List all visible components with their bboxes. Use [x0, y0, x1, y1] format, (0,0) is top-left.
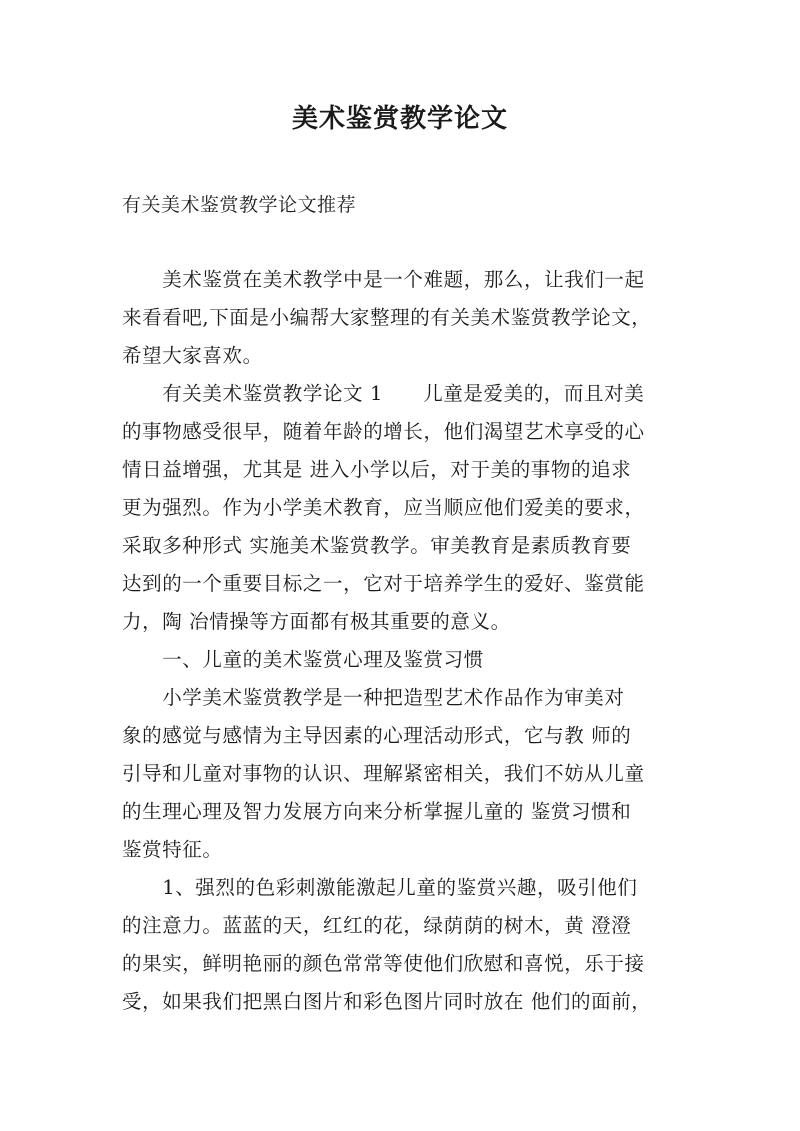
body-line: 1、强烈的色彩刺激能激起儿童的鉴赏兴趣，吸引他们 — [122, 876, 638, 899]
body-line: 鉴赏特征。 — [122, 838, 223, 861]
body-line: 美术鉴赏在美术教学中是一个难题，那么，让我们一起 — [122, 268, 645, 291]
body-line: 采取多种形式 实施美术鉴赏教学。审美教育是素质教育要 — [122, 534, 632, 557]
body-line: 的事物感受很早，随着年龄的增长，他们渴望艺术享受的心 — [122, 420, 645, 443]
body-line: 更为强烈。作为小学美术教育，应当顺应他们爱美的要求， — [122, 496, 645, 519]
document-subtitle: 有关美术鉴赏教学论文推荐 — [122, 194, 357, 216]
body-line: 的果实，鲜明艳丽的颜色常常等使他们欣慰和喜悦，乐于接 — [122, 952, 645, 975]
body-line: 来看看吧,下面是小编帮大家整理的有关美术鉴赏教学论文， — [122, 306, 652, 329]
body-line: 受，如果我们把黑白图片和彩色图片同时放在 他们的面前， — [122, 990, 652, 1013]
body-line: 力，陶 冶情操等方面都有极其重要的意义。 — [122, 610, 511, 633]
body-line: 小学美术鉴赏教学是一种把造型艺术作品作为审美对 — [122, 686, 625, 709]
document-title: 美术鉴赏教学论文 — [291, 104, 508, 134]
body-line: 的注意力。蓝蓝的天，红红的花，绿荫荫的树木，黄 澄澄 — [122, 914, 632, 937]
body-line: 的生理心理及智力发展方向来分析掌握儿童的 鉴赏习惯和 — [122, 800, 632, 823]
section-heading: 一、儿童的美术鉴赏心理及鉴赏习惯 — [122, 648, 484, 671]
body-line: 有关美术鉴赏教学论文 1 儿童是爱美的，而且对美 — [122, 382, 645, 405]
document-body — [122, 261, 688, 1021]
body-line: 引导和儿童对事物的认识、理解紧密相关，我们不妨从儿童 — [122, 762, 645, 785]
body-line: 情日益增强，尤其是 进入小学以后，对于美的事物的追求 — [122, 458, 632, 481]
body-line: 希望大家喜欢。 — [122, 344, 263, 367]
body-line: 象的感觉与感情为主导因素的心理活动形式，它与教 师的 — [122, 724, 632, 747]
body-line: 达到的一个重要目标之一，它对于培养学生的爱好、鉴赏能 — [122, 572, 645, 595]
